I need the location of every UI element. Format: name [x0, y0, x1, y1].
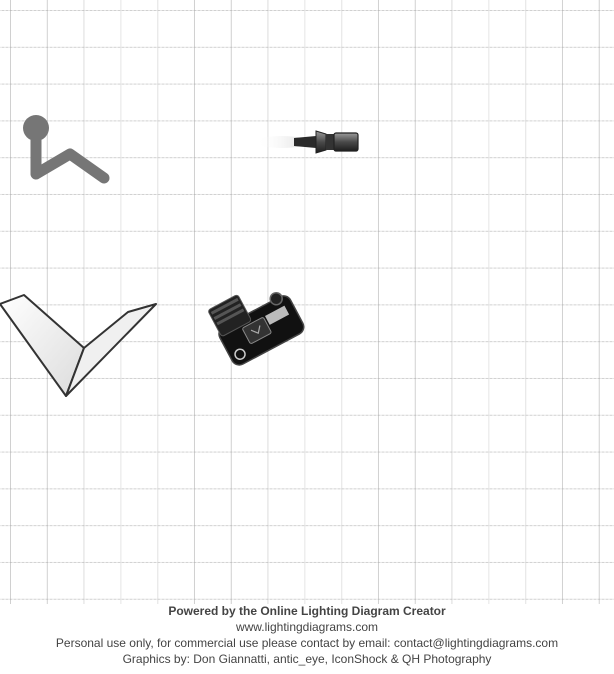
powered-by-text: Powered by the Online Lighting Diagram Creator — [168, 604, 446, 618]
website-link[interactable]: www.lightingdiagrams.com — [235, 620, 379, 634]
flash-head-icon[interactable] — [254, 124, 364, 160]
license-text: Personal use only, for commercial use please contact by email: contact@lightingdiagrams.com — [55, 636, 559, 650]
camera-icon[interactable] — [203, 282, 307, 372]
person-sitting-icon[interactable] — [18, 112, 114, 192]
credits-text: Graphics by: Don Giannatti, antic_eye, IconShock & QH Photography — [122, 652, 492, 666]
v-flat-reflector-icon[interactable] — [0, 292, 162, 402]
diagram-footer — [0, 603, 614, 667]
